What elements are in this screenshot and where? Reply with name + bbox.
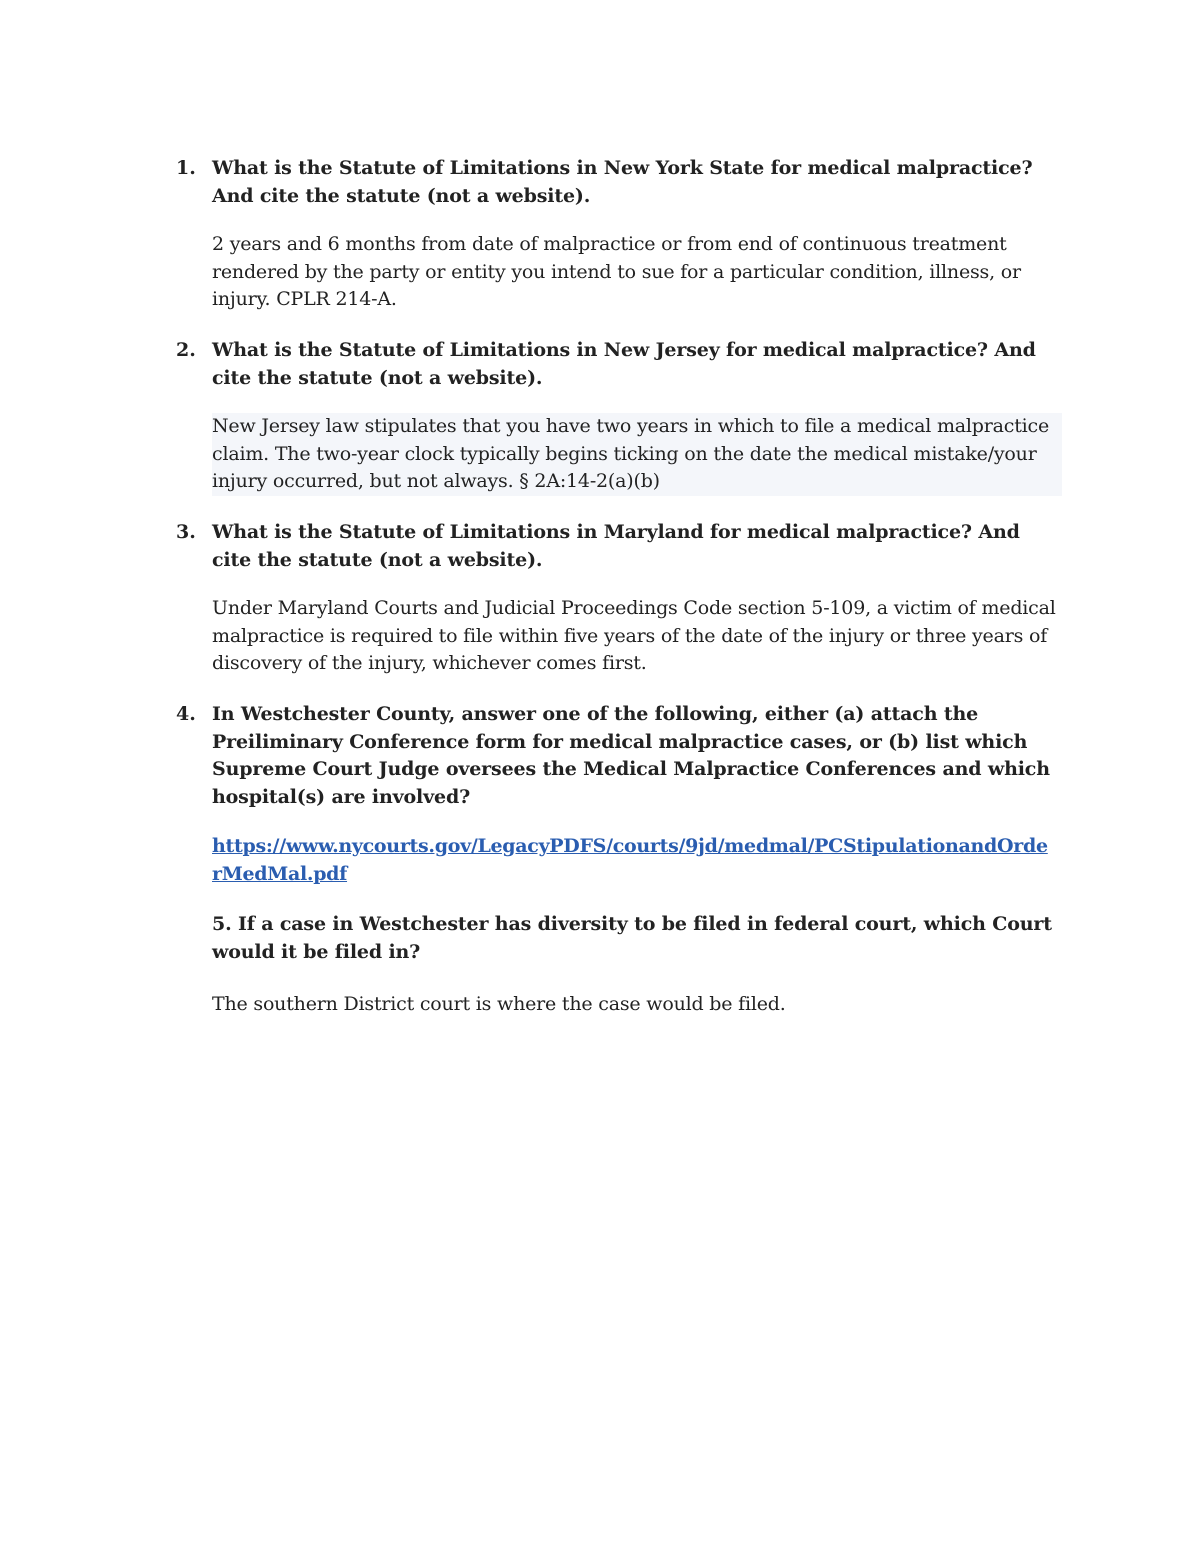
answer-1	[212, 231, 1062, 314]
answer-2-text: New Jersey law stipulates that you have two years in which to file a medical malpractice claim. The two-year clock typically begins ticking on the date the medical mistake/your injury occurred, but not always. § 2A:14-2(a)(b)	[212, 413, 1062, 496]
question-2-text: What is the Statute of Limitations in New Jersey for medical malpractice? And cite the statute (not a website).	[212, 339, 1036, 389]
question-1-number: 1.	[176, 157, 196, 179]
answer-2	[212, 413, 1062, 496]
answer-5-text: The southern District court is where the case would be filed.	[212, 993, 786, 1015]
question-4	[212, 701, 1062, 811]
question-3-number: 3.	[176, 521, 196, 543]
answer-5	[212, 991, 1062, 1019]
answer-4	[212, 833, 1054, 888]
question-5-text: 5. If a case in Westchester has diversity to be filed in federal court, which Court would it be filed in?	[212, 913, 1052, 963]
question-2	[212, 337, 1062, 392]
question-2-number: 2.	[176, 339, 196, 361]
question-5	[212, 911, 1062, 966]
question-1-text: What is the Statute of Limitations in New York State for medical malpractice? And cite the statute (not a website).	[212, 157, 1033, 207]
answer-3-text: Under Maryland Courts and Judicial Proceedings Code section 5-109, a victim of medical malpractice is required to file within five years of the date of the injury or three years of discovery of the injury, whichever comes first.	[212, 597, 1056, 674]
answer-4-link[interactable]: https://www.nycourts.gov/LegacyPDFS/courts/9jd/medmal/PCStipulationandOrderMedMal.pdf	[212, 835, 1048, 885]
question-4-text: In Westchester County, answer one of the following, either (a) attach the Preiliminary Conference form for medical malpractice cases, or (b) list which Supreme Court Judge oversees the Medical Malpractice Conferences and which hospital(s) are involved?	[212, 703, 1050, 808]
question-4-number: 4.	[176, 703, 196, 725]
answer-1-text: 2 years and 6 months from date of malpractice or from end of continuous treatment rendered by the party or entity you intend to sue for a particular condition, illness, or injury. CPLR 214-A.	[212, 233, 1021, 310]
answer-3	[212, 595, 1062, 678]
question-1	[212, 155, 1062, 210]
question-3	[212, 519, 1062, 574]
question-3-text: What is the Statute of Limitations in Maryland for medical malpractice? And cite the statute (not a website).	[212, 521, 1020, 571]
